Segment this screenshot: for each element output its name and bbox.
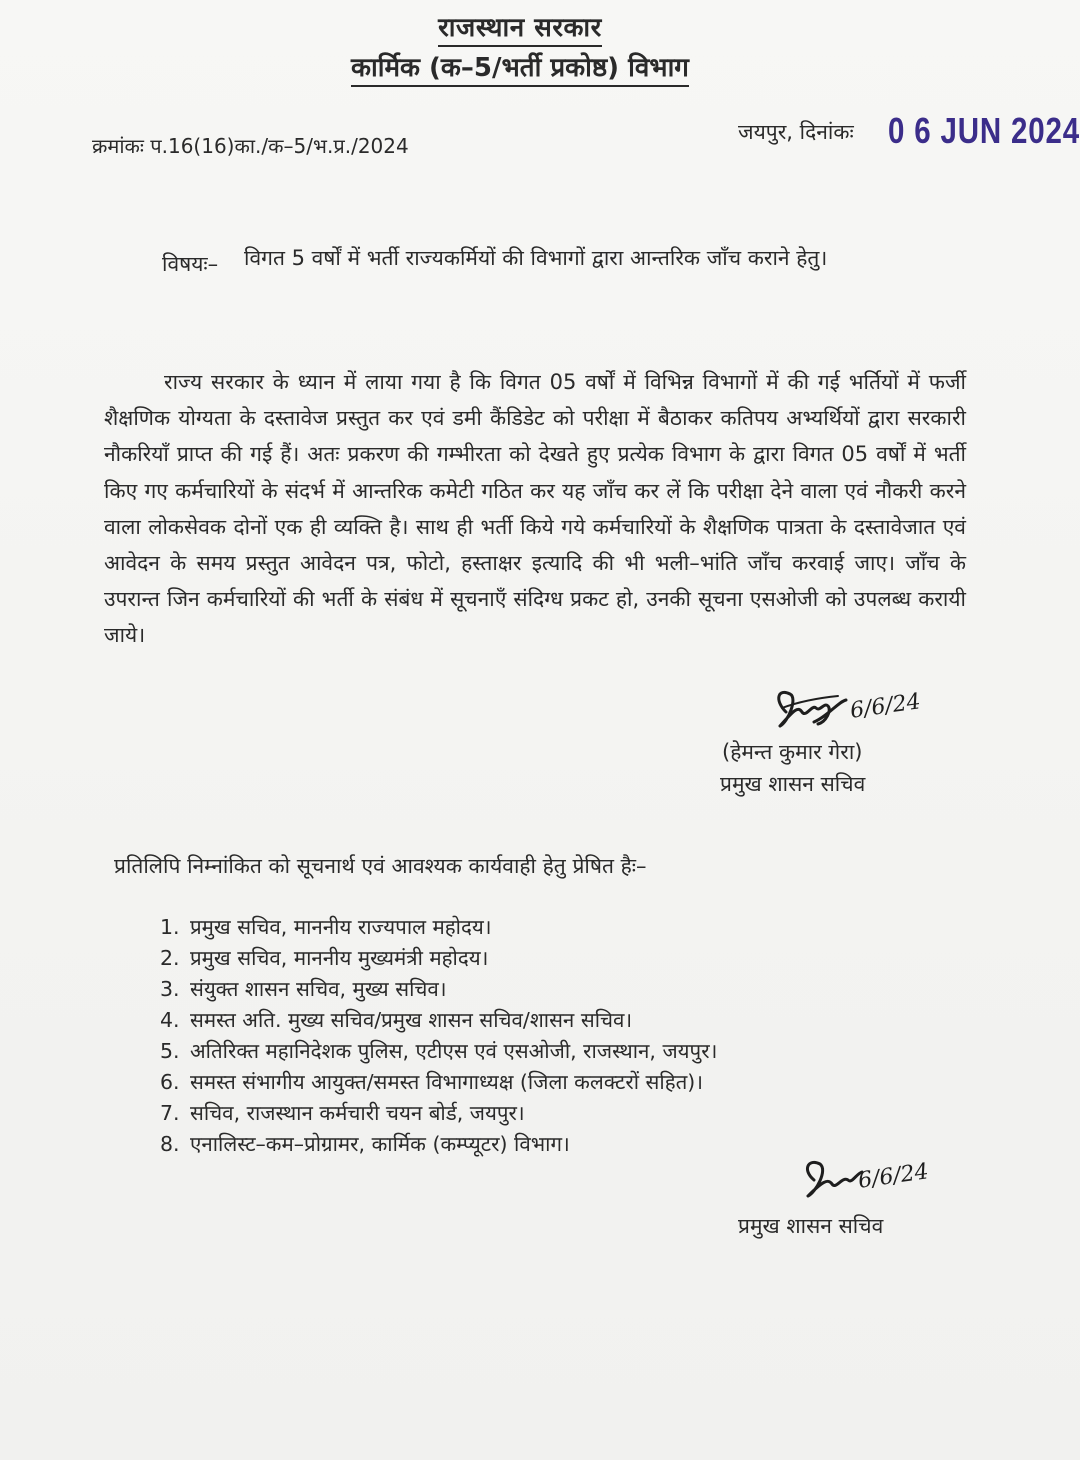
signature-date: 6/6/24 — [848, 689, 923, 724]
list-item-text: प्रमुख सचिव, माननीय मुख्यमंत्री महोदय। — [190, 946, 489, 970]
list-item-number: 2. — [160, 946, 180, 970]
signer-title: प्रमुख शासन सचिव — [720, 772, 866, 796]
list-item-number: 3. — [160, 977, 180, 1001]
govt-heading-text: राजस्थान सरकार — [438, 13, 602, 47]
list-item-text: समस्त संभागीय आयुक्त/समस्त विभागाध्यक्ष (जिला कलक्टरों सहित)। — [190, 1070, 704, 1094]
subject-text: विगत 5 वर्षों में भर्ती राज्यकर्मियों की विभागों द्वारा आन्तरिक जाँच कराने हेतु। — [244, 246, 828, 270]
list-item — [160, 1036, 717, 1067]
list-item-text: समस्त अति. मुख्य सचिव/प्रमुख शासन सचिव/शासन सचिव। — [190, 1008, 633, 1032]
body-paragraph: राज्य सरकार के ध्यान में लाया गया है कि विगत 05 वर्षों में विभिन्न विभागों में की गई भर्तियों में फर्जी शैक्षणिक योग्यता के दस्तावेज प्रस्तुत कर एवं डमी कैंडिडेट को परीक्षा में बैठाकर कतिपय अभ्यर्थियों द्वारा सरकारी नौकरियाँ प्राप्त की गई हैं। अतः प्रकरण की गम्भीरता को देखते हुए प्रत्येक विभाग के द्वारा विगत 05 वर्षों में भर्ती किए गए कर्मचारियों के संदर्भ में आन्तरिक कमेटी गठित कर यह जाँच कर लें कि परीक्षा देने वाला एवं नौकरी करने वाला लोकसेवक दोनों एक ही व्यक्ति है। साथ ही भर्ती किये गये कर्मचारियों के शैक्षणिक पात्रता के दस्तावेजात एवं आवेदन के समय प्रस्तुत आवेदन पत्र, फोटो, हस्ताक्षर इत्यादि की भी भली–भांति जाँच करवाई जाए। जाँच के उपरान्त जिन कर्मचारियों की भर्ती के संबंध में सूचनाएँ संदिग्ध प्रकट हो, उनकी सूचना एसओजी को उपलब्ध करायी जाये। — [104, 370, 966, 648]
list-item-number: 8. — [160, 1132, 180, 1156]
date-stamp: 0 6 JUN 2024 — [888, 110, 1080, 151]
signature-date-2: 6/6/24 — [856, 1159, 931, 1194]
list-item-number: 4. — [160, 1008, 180, 1032]
signer-title-2: प्रमुख शासन सचिव — [738, 1214, 884, 1238]
list-item — [160, 1129, 717, 1160]
list-item — [160, 974, 717, 1005]
list-item — [160, 912, 717, 943]
list-item — [160, 1067, 717, 1098]
list-item — [160, 943, 717, 974]
list-item-text: एनालिस्ट–कम–प्रोग्रामर, कार्मिक (कम्प्यूटर) विभाग। — [190, 1132, 570, 1156]
place-date-label: जयपुर, दिनांकः — [738, 120, 854, 144]
department-heading-text: कार्मिक (क–5/भर्ती प्रकोष्ठ) विभाग — [351, 53, 689, 87]
subject-label: विषयः– — [162, 252, 219, 276]
department-heading — [0, 48, 1040, 84]
list-item-number: 7. — [160, 1101, 180, 1125]
list-item — [160, 1005, 717, 1036]
list-item-text: प्रमुख सचिव, माननीय राज्यपाल महोदय। — [190, 915, 492, 939]
list-item-number: 1. — [160, 915, 180, 939]
list-item-text: सचिव, राजस्थान कर्मचारी चयन बोर्ड, जयपुर। — [190, 1101, 525, 1125]
copy-recipient-list — [160, 912, 717, 1160]
reference-number: क्रमांकः प.16(16)का./क–5/भ.प्र./2024 — [92, 134, 409, 158]
signer-name: (हेमन्त कुमार गेरा) — [722, 740, 863, 764]
list-item-text: अतिरिक्त महानिदेशक पुलिस, एटीएस एवं एसओजी, राजस्थान, जयपुर। — [190, 1039, 718, 1063]
list-item-number: 5. — [160, 1039, 180, 1063]
govt-heading — [0, 8, 1040, 44]
copy-intro: प्रतिलिपि निम्नांकित को सूचनार्थ एवं आवश्यक कार्यवाही हेतु प्रेषित हैः– — [114, 854, 647, 878]
list-item-text: संयुक्त शासन सचिव, मुख्य सचिव। — [190, 977, 447, 1001]
list-item — [160, 1098, 717, 1129]
list-item-number: 6. — [160, 1070, 180, 1094]
